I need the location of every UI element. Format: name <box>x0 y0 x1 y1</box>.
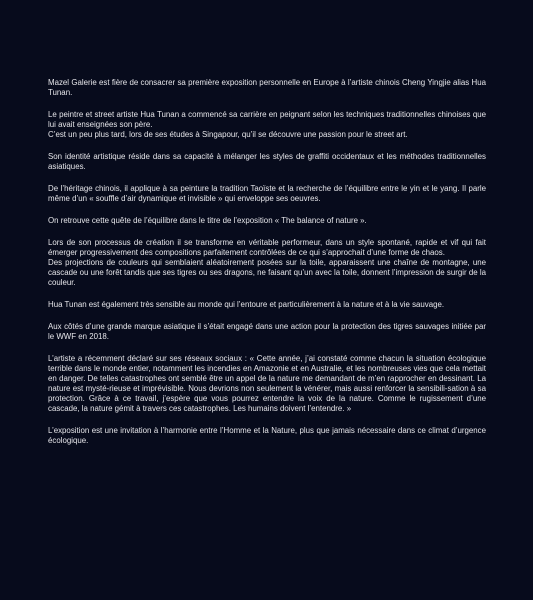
paragraph-conclusion: L’exposition est une invitation à l’harmonie entre l’Homme et la Nature, plus que jamais nécessaire dans ce climat d’urgence écologique. <box>48 426 486 445</box>
paragraph-exhibition-title: On retrouve cette quête de l’équilibre dans le titre de l’exposition « The balance of nature ». <box>48 216 367 225</box>
paragraph-career: Le peintre et street artiste Hua Tunan a commencé sa carrière en peignant selon les techniques traditionnelles chinoises que lui avait enseignées son père. C’est un peu plus tard, lors de ses études à Singapour, qu’il se découvre une passion pour le street art. <box>48 110 486 139</box>
paragraph-heritage: De l’héritage chinois, il applique à sa peinture la tradition Taoïste et la recherche de l’équilibre entre le yin et le yang. Il parle même d’un « souffle d’air dynamique et invisible » qui enveloppe ses oeuvres. <box>48 184 486 203</box>
paragraph-identity: Son identité artistique réside dans sa capacité à mélanger les styles de graffiti occidentaux et les méthodes traditionnelles asiatiques. <box>48 152 486 171</box>
paragraph-quote: L’artiste a récemment déclaré sur ses réseaux sociaux : « Cette année, j’ai constaté comme chacun la situation écologique terrible dans le monde entier, notamment les incendies en Amazonie et en Australie, et les nombreuses vies que cela mettait en danger. De telles catastrophes ont semblé être un appel de la nature me demandant de m’en rapprocher en dessinant. La nature est mysté-rieuse et imprévisible. Nous devrions non seulement la vénérer, mais aussi renforcer la sensibili-sation à sa protection. Grâce à ce travail, j’espère que vous pourrez entendre la voix de la nature. Comme le rugissement d’une cascade, la nature gémit à travers ces catastrophes. Les humains doivent l’entendre. » <box>48 354 486 413</box>
paragraph-process: Lors de son processus de création il se transforme en véritable performeur, dans un style spontané, rapide et vif qui fait émerger progressivement des compositions parfaitement contrôlées de ce qui s’approchait d’une forme de chaos. Des projections de couleurs qui semblaient aléatoirement posées sur la toile, apparaissent une chaîne de montagne, une cascade ou une forêt tandis que ses tigres ou ses dragons, ne faisant qu’un avec la toile, donnent l’impression de surgir de la couleur. <box>48 238 486 287</box>
paragraph-intro: Mazel Galerie est fière de consacrer sa première exposition personnelle en Europe à l’artiste chinois Cheng Yingjie alias Hua Tunan. <box>48 78 486 97</box>
paragraph-wwf: Aux côtés d’une grande marque asiatique il s’était engagé dans une action pour la protection des tigres sauvages initiée par le WWF en 2018. <box>48 322 486 341</box>
paragraph-nature: Hua Tunan est également très sensible au monde qui l’entoure et particulièrement à la nature et à la vie sauvage. <box>48 300 445 309</box>
exhibition-text <box>48 78 486 458</box>
